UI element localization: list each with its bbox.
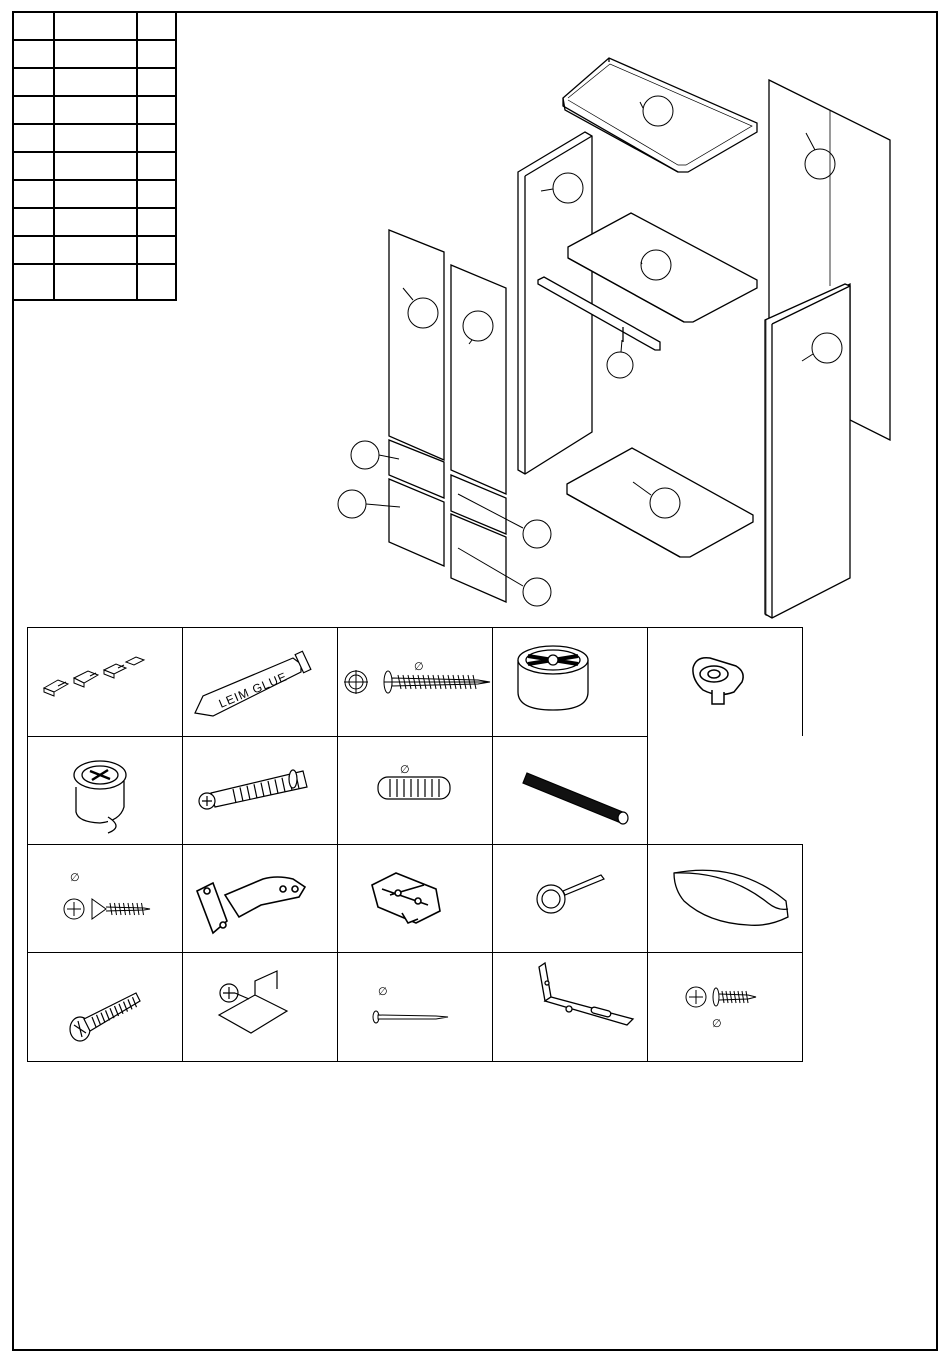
svg-text:∅: ∅ — [414, 660, 424, 673]
l-bracket-icon — [493, 953, 648, 1062]
threaded-rod-cell — [492, 736, 648, 846]
countersunk-screw-icon — [28, 845, 183, 954]
right-side-panel — [765, 284, 850, 618]
cam-bolt-cell — [182, 736, 338, 846]
felt-pads-icon — [28, 628, 183, 737]
svg-text:∅: ∅ — [400, 763, 410, 776]
felt-pads-cell — [27, 627, 183, 737]
bottom-shelf — [567, 448, 753, 557]
cam-lock-cell — [27, 736, 183, 846]
angle-connector-cell — [182, 952, 338, 1062]
svg-text:∅: ∅ — [712, 1017, 722, 1030]
cam-bolt-icon — [183, 737, 338, 846]
cabinet-hinge-icon — [183, 845, 338, 954]
machine-screw-icon — [28, 953, 183, 1062]
svg-text:∅: ∅ — [378, 985, 388, 998]
cam-lock-icon — [28, 737, 183, 846]
glue-tube-cell — [182, 627, 338, 737]
countersunk-screw-cell — [27, 844, 183, 954]
shelf-support-cup-cell — [647, 627, 803, 737]
flange-screw-cell — [647, 952, 803, 1062]
nail-glide-icon — [493, 845, 648, 954]
wooden-dowel-icon — [338, 737, 493, 846]
handle-icon — [648, 845, 803, 954]
nail-icon — [338, 953, 493, 1062]
left-door — [389, 230, 444, 460]
round-foot-cell — [492, 627, 648, 737]
flange-screw-icon — [648, 953, 803, 1062]
nail-glide-cell — [492, 844, 648, 954]
round-foot-icon — [493, 628, 648, 737]
svg-text:∅: ∅ — [70, 871, 80, 884]
threaded-rod-icon — [493, 737, 648, 846]
svg-text:LEIM GLUE: LEIM GLUE — [216, 669, 290, 711]
screw-washer-head-icon — [338, 628, 493, 737]
empty-cell — [647, 736, 803, 846]
handle-cell — [647, 844, 803, 954]
right-door — [451, 265, 506, 494]
cabinet-hinge-cell — [182, 844, 338, 954]
glue-tube-icon — [183, 628, 338, 737]
angle-connector-icon — [183, 953, 338, 1062]
exploded-assembly-diagram — [0, 0, 950, 620]
screw-washer-head-cell — [337, 627, 493, 737]
machine-screw-cell — [27, 952, 183, 1062]
shelf-support-cup-icon — [648, 628, 803, 737]
nail-cell — [337, 952, 493, 1062]
hinge-mounting-plate-cell — [337, 844, 493, 954]
wooden-dowel-cell — [337, 736, 493, 846]
l-bracket-cell — [492, 952, 648, 1062]
hinge-mounting-plate-icon — [338, 845, 493, 954]
